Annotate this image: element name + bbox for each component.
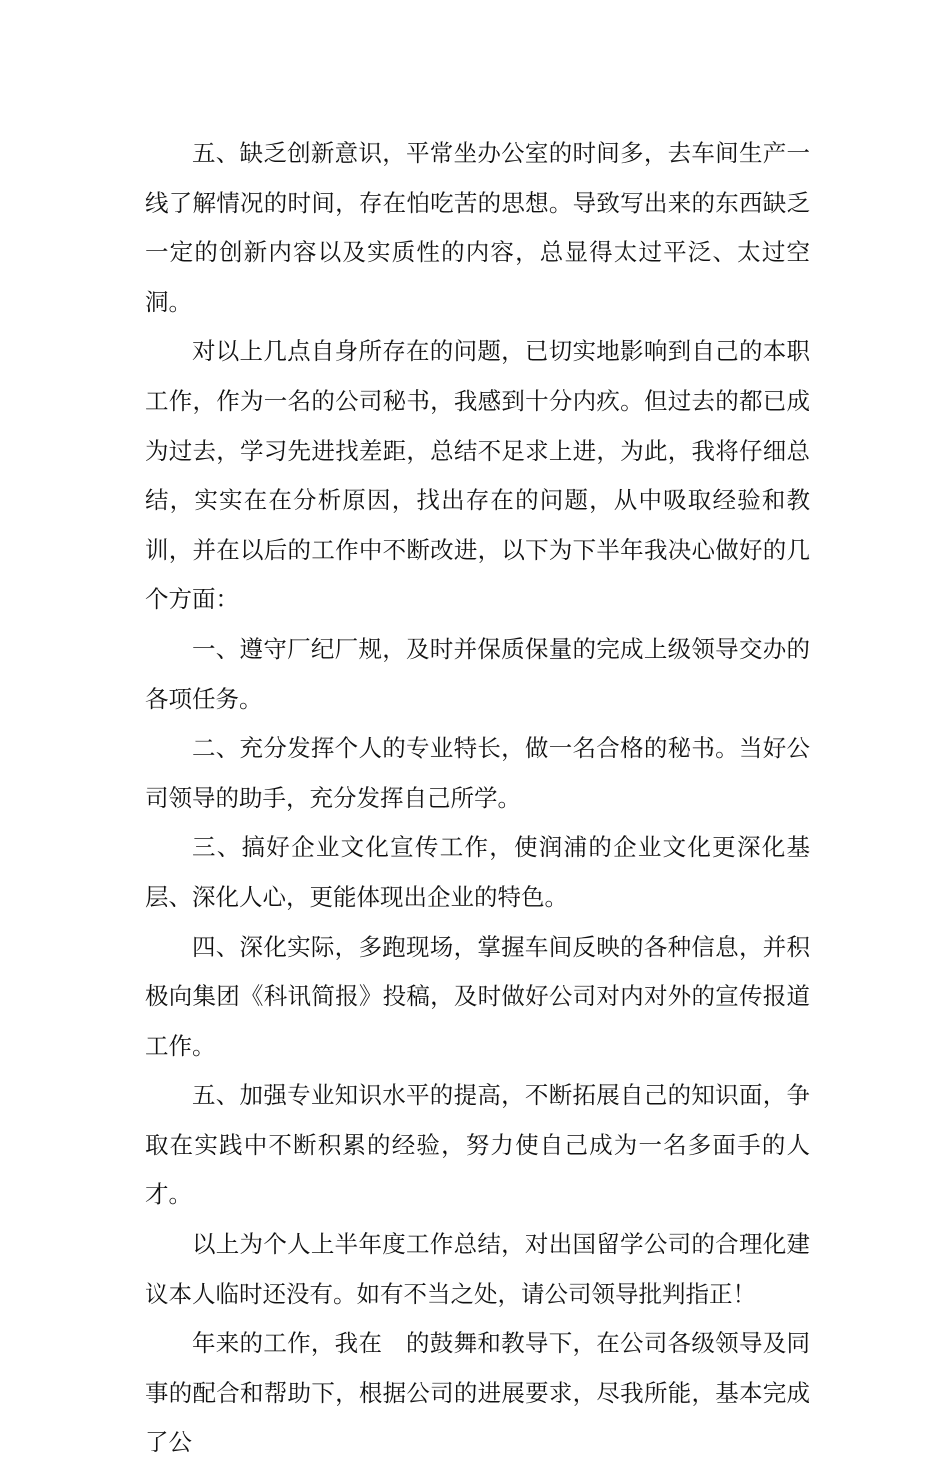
document-body <box>145 129 810 1468</box>
paragraph-plan-three: 三、搞好企业文化宣传工作，使润浦的企业文化更深化基层、深化人心，更能体现出企业的特色。 <box>145 833 810 911</box>
paragraph-plan-two: 二、充分发挥个人的专业特长，做一名合格的秘书。当好公司领导的助手，充分发挥自己所学。 <box>145 734 810 812</box>
paragraph-plan-four: 四、深化实际，多跑现场，掌握车间反映的各种信息，并积极向集团《科讯简报》投稿，及时做好公司对内对外的宣传报道工作。 <box>145 932 810 1060</box>
paragraph-conclusion: 以上为个人上半年度工作总结，对出国留学公司的合理化建议本人临时还没有。如有不当之处，请公司领导批判指正！ <box>145 1230 810 1308</box>
paragraph-reflection: 对以上几点自身所存在的问题，已切实地影响到自己的本职工作，作为一名的公司秘书，我感到十分内疚。但过去的都已成为过去，学习先进找差距，总结不足求上进，为此，我将仔细总结，实实在在分析原因，找出存在的问题，从中吸取经验和教训，并在以后的工作中不断改进，以下为下半年我决心做好的几个方面： <box>145 337 810 614</box>
paragraph-plan-five: 五、加强专业知识水平的提高，不断拓展自己的知识面，争取在实践中不断积累的经验，努力使自己成为一名多面手的人才。 <box>145 1081 810 1209</box>
paragraph-year-review: 年来的工作，我在 的鼓舞和教导下，在公司各级领导及同事的配合和帮助下，根据公司的进展要求，尽我所能，基本完成了公 <box>145 1329 810 1457</box>
paragraph-weakness-five: 五、缺乏创新意识，平常坐办公室的时间多，去车间生产一线了解情况的时间，存在怕吃苦的思想。导致写出来的东西缺乏一定的创新内容以及实质性的内容，总显得太过平泛、太过空洞。 <box>145 139 810 316</box>
paragraph-plan-one: 一、遵守厂纪厂规，及时并保质保量的完成上级领导交办的各项任务。 <box>145 634 810 713</box>
